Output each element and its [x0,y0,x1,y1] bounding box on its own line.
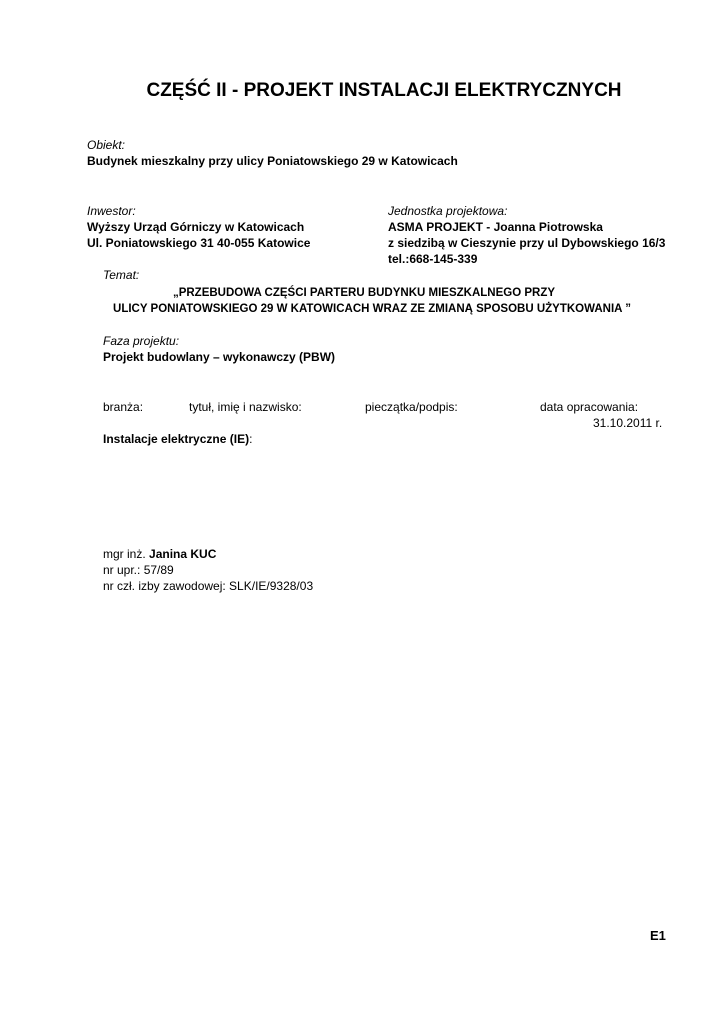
header-pieczatka: pieczątka/podpis: [365,400,458,414]
temat-label: Temat: [103,268,140,282]
designer-upr: nr upr.: 57/89 [103,563,174,577]
designer-name-line [103,547,216,561]
temat-line1: „PRZEBUDOWA CZĘŚCI PARTERU BUDYNKU MIESZKALNEGO PRZY [172,287,556,299]
header-tytul: tytuł, imię i nazwisko: [189,400,302,414]
page-title: CZĘŚĆ II - PROJEKT INSTALACJI ELEKTRYCZNYCH [146,80,622,101]
jednostka-line3: tel.:668-145-339 [388,252,478,266]
header-branza: branża: [103,400,144,414]
obiekt-label: Obiekt: [87,138,126,152]
faza-label: Faza projektu: [103,334,180,348]
designer-izba: nr czł. izby zawodowej: SLK/IE/9328/03 [103,579,314,593]
designer-prefix: mgr inż. [103,547,150,561]
page-label: E1 [650,928,666,943]
obiekt-value: Budynek mieszkalny przy ulicy Poniatowskiego 29 w Katowicach [87,154,458,168]
inwestor-line1: Wyższy Urząd Górniczy w Katowicach [87,220,305,234]
faza-value: Projekt budowlany – wykonawczy (PBW) [103,350,336,364]
branza-value: Instalacje elektryczne (IE) [103,432,250,446]
inwestor-line2: Ul. Poniatowskiego 31 40-055 Katowice [87,236,311,250]
header-data: data opracowania: [540,400,639,414]
inwestor-label: Inwestor: [87,204,136,218]
jednostka-line2: z siedzibą w Cieszynie przy ul Dybowskiego 16/3 [388,236,666,250]
jednostka-line1: ASMA PROJEKT - Joanna Piotrowska [388,220,603,234]
date-value: 31.10.2011 r. [593,416,663,430]
temat-line2: ULICY PONIATOWSKIEGO 29 W KATOWICACH WRAZ ZE ZMIANĄ SPOSOBU UŻYTKOWANIA ” [113,303,631,315]
designer-name: Janina KUC [149,547,217,561]
branza-colon: : [249,432,253,446]
jednostka-label: Jednostka projektowa: [388,204,508,218]
branza-row [103,432,252,446]
